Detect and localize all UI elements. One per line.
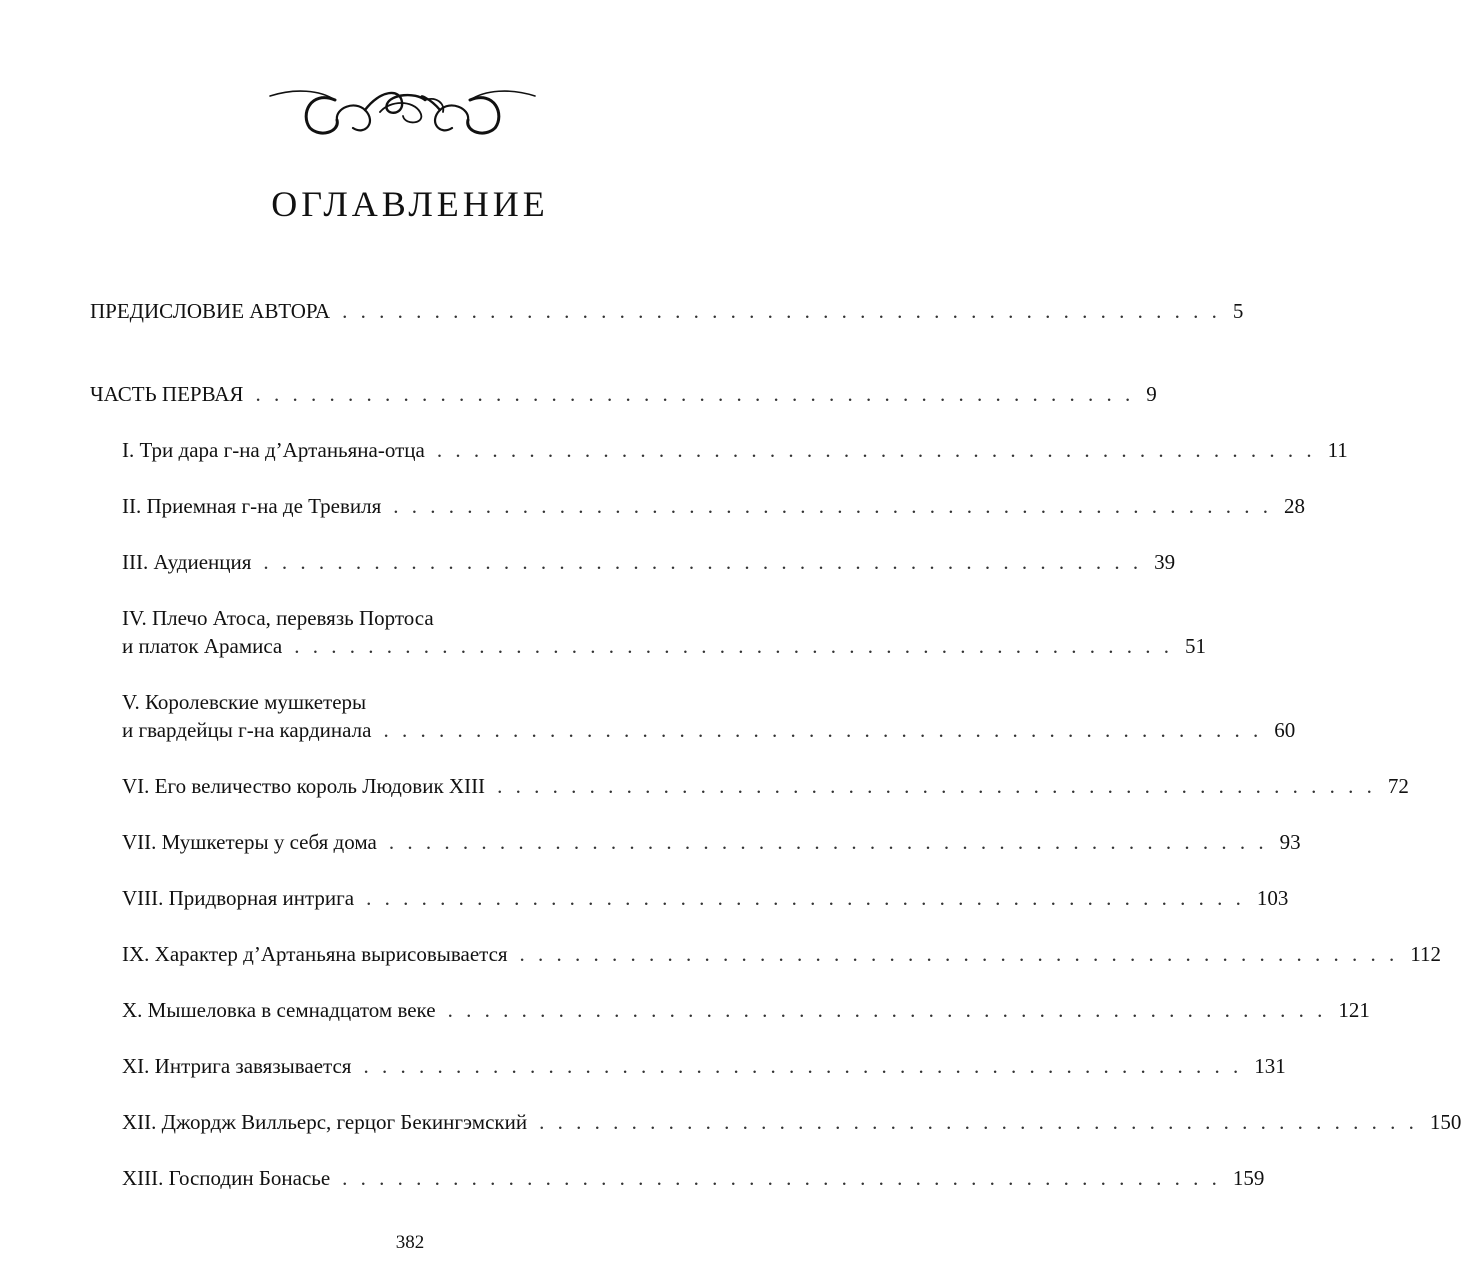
toc-entry[interactable] — [122, 1054, 1286, 1079]
toc-entry-page: 103 — [1256, 886, 1289, 910]
toc-entry[interactable] — [122, 1166, 1265, 1191]
toc-entry-title: I. Три дара г-на д’Артаньяна-отца — [122, 438, 425, 462]
toc-entry-page: 131 — [1254, 1054, 1286, 1078]
toc-entry-title: VII. Мушкетеры у себя дома — [122, 830, 377, 854]
leader-dots: . . . . . . . . . . . . . . . . . . . . . . . . . . . . . . . . . . . . . . . . . . . . . . . . — [363, 1054, 1243, 1078]
toc-entry[interactable] — [122, 438, 1348, 463]
toc-entry-title: X. Мышеловка в семнадцатом веке — [122, 998, 436, 1022]
toc-entry-page: 11 — [1327, 438, 1348, 462]
toc-entry-page: 28 — [1284, 494, 1306, 518]
leader-dots: . . . . . . . . . . . . . . . . . . . . . . . . . . . . . . . . . . . . . . . . . . . . . . . . — [342, 299, 1221, 323]
page-number: 382 — [395, 1232, 425, 1253]
leader-dots: . . . . . . . . . . . . . . . . . . . . . . . . . . . . . . . . . . . . . . . . . . . . . . . . — [497, 774, 1376, 798]
toc-entry-page: 39 — [1154, 550, 1176, 574]
toc-entry[interactable] — [122, 1110, 1461, 1135]
leader-dots: . . . . . . . . . . . . . . . . . . . . . . . . . . . . . . . . . . . . . . . . . . . . . . . . — [539, 1110, 1418, 1134]
leader-dots: . . . . . . . . . . . . . . . . . . . . . . . . . . . . . . . . . . . . . . . . . . . . . . . . — [294, 634, 1173, 658]
leader-dots: . . . . . . . . . . . . . . . . . . . . . . . . . . . . . . . . . . . . . . . . . . . . . . . . — [393, 494, 1273, 518]
flourish-ornament-icon — [265, 70, 540, 140]
toc-entry-title: и платок Арамиса — [122, 634, 283, 658]
toc-entry[interactable] — [122, 494, 1306, 519]
toc-entry-page: 150 — [1429, 1110, 1461, 1134]
toc-entry-page: 112 — [1410, 942, 1442, 966]
page-title: ОГЛАВЛЕНИЕ — [271, 184, 549, 224]
toc-entry-page: 5 — [1232, 299, 1244, 323]
toc-entry-title: IX. Характер д’Артаньяна вырисовывается — [122, 942, 508, 966]
leader-dots: . . . . . . . . . . . . . . . . . . . . . . . . . . . . . . . . . . . . . . . . . . . . . . . . — [255, 382, 1135, 406]
toc-entry[interactable] — [122, 886, 1289, 911]
toc-entry[interactable] — [90, 382, 1157, 407]
toc-entry-title: VIII. Придворная интрига — [122, 886, 355, 910]
leader-dots: . . . . . . . . . . . . . . . . . . . . . . . . . . . . . . . . . . . . . . . . . . . . . . . . — [388, 830, 1268, 854]
toc-entry[interactable] — [90, 299, 1244, 324]
toc-entry-page: 51 — [1185, 634, 1206, 658]
toc-entry-title: ПРЕДИСЛОВИЕ АВТОРА — [90, 299, 331, 323]
leader-dots: . . . . . . . . . . . . . . . . . . . . . . . . . . . . . . . . . . . . . . . . . . . . . . . . — [436, 438, 1316, 462]
toc-entry[interactable] — [122, 998, 1370, 1023]
toc-entry-title: XII. Джордж Вилльерс, герцог Бекингэмский — [122, 1110, 528, 1134]
toc-entry-title: II. Приемная г-на де Тревиля — [122, 494, 382, 518]
toc-entry-title: и гвардейцы г-на кардинала — [122, 718, 372, 742]
toc-entry-page: 93 — [1279, 830, 1301, 854]
toc-entry-page: 9 — [1146, 382, 1157, 406]
toc-entry-title: III. Аудиенция — [122, 550, 252, 574]
toc-entry-title: VI. Его величество король Людовик XIII — [122, 774, 486, 798]
leader-dots: . . . . . . . . . . . . . . . . . . . . . . . . . . . . . . . . . . . . . . . . . . . . . . . . — [447, 998, 1327, 1022]
leader-dots: . . . . . . . . . . . . . . . . . . . . . . . . . . . . . . . . . . . . . . . . . . . . . . . . — [342, 1166, 1221, 1190]
leader-dots: . . . . . . . . . . . . . . . . . . . . . . . . . . . . . . . . . . . . . . . . . . . . . . . . — [519, 942, 1399, 966]
leader-dots: . . . . . . . . . . . . . . . . . . . . . . . . . . . . . . . . . . . . . . . . . . . . . . . . — [366, 886, 1245, 910]
toc-entry[interactable] — [122, 634, 1206, 659]
toc-entry-title: ЧАСТЬ ПЕРВАЯ — [90, 382, 244, 406]
toc-entry-title: XIII. Господин Бонасье — [122, 1166, 331, 1190]
toc-entry-page: 60 — [1274, 718, 1296, 742]
toc-entry-title-line1[interactable]: IV. Плечо Атоса, перевязь Портоса — [122, 606, 434, 630]
toc-entry[interactable] — [122, 942, 1442, 967]
toc-entry[interactable] — [122, 718, 1296, 743]
toc-entry-page: 121 — [1338, 998, 1370, 1022]
toc-entry[interactable] — [122, 550, 1176, 575]
toc-entry-page: 159 — [1232, 1166, 1265, 1190]
leader-dots: . . . . . . . . . . . . . . . . . . . . . . . . . . . . . . . . . . . . . . . . . . . . . . . . — [263, 550, 1143, 574]
toc-entry-title: XI. Интрига завязывается — [122, 1054, 352, 1078]
toc-entry[interactable] — [122, 774, 1409, 799]
toc-entry-title-line1[interactable]: V. Королевские мушкетеры — [122, 690, 367, 714]
leader-dots: . . . . . . . . . . . . . . . . . . . . . . . . . . . . . . . . . . . . . . . . . . . . . . . . — [383, 718, 1263, 742]
toc-entry-page: 72 — [1387, 774, 1409, 798]
toc-entry[interactable] — [122, 830, 1301, 855]
